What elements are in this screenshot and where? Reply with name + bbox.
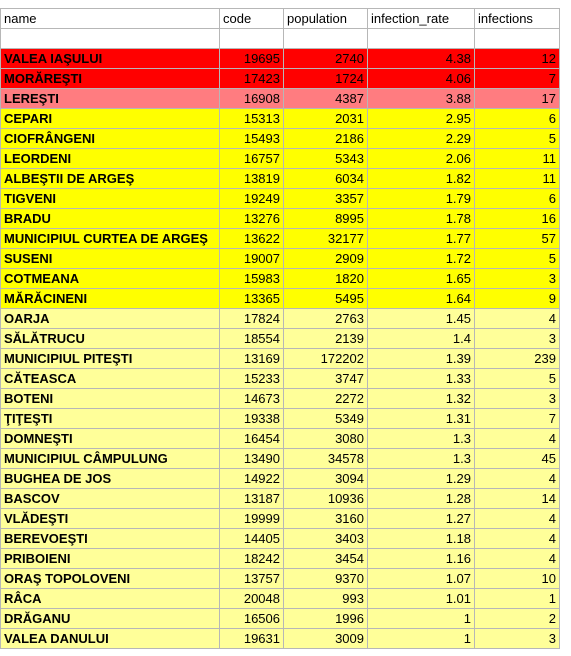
cell-code[interactable]: 16757 xyxy=(220,149,284,169)
cell-code[interactable]: 15493 xyxy=(220,129,284,149)
cell-code[interactable]: 19338 xyxy=(220,409,284,429)
empty-cell[interactable] xyxy=(1,29,220,49)
cell-infections[interactable]: 12 xyxy=(475,49,560,69)
cell-name[interactable]: VALEA DANULUI xyxy=(1,629,220,649)
cell-population[interactable]: 3747 xyxy=(284,369,368,389)
cell-infections[interactable]: 7 xyxy=(475,409,560,429)
cell-infection-rate[interactable]: 1.31 xyxy=(368,409,475,429)
cell-infections[interactable]: 45 xyxy=(475,449,560,469)
cell-infection-rate[interactable]: 1.32 xyxy=(368,389,475,409)
header-row xyxy=(1,9,560,29)
cell-infections[interactable]: 3 xyxy=(475,329,560,349)
cell-infections[interactable]: 4 xyxy=(475,529,560,549)
cell-infections[interactable]: 11 xyxy=(475,169,560,189)
cell-population[interactable]: 9370 xyxy=(284,569,368,589)
cell-name[interactable]: MĂRĂCINENI xyxy=(1,289,220,309)
cell-name[interactable]: LEORDENI xyxy=(1,149,220,169)
table-row xyxy=(1,629,560,649)
cell-name[interactable]: VLĂDEŞTI xyxy=(1,509,220,529)
cell-code[interactable]: 13757 xyxy=(220,569,284,589)
cell-infection-rate[interactable]: 2.95 xyxy=(368,109,475,129)
cell-code[interactable]: 19631 xyxy=(220,629,284,649)
cell-name[interactable]: COTMEANA xyxy=(1,269,220,289)
cell-infections[interactable]: 17 xyxy=(475,89,560,109)
header-name[interactable]: name xyxy=(1,9,220,29)
cell-population[interactable]: 2909 xyxy=(284,249,368,269)
cell-code[interactable]: 13490 xyxy=(220,449,284,469)
cell-name[interactable]: BEREVOEŞTI xyxy=(1,529,220,549)
cell-name[interactable]: ŢIŢEŞTI xyxy=(1,409,220,429)
cell-infection-rate[interactable]: 1.45 xyxy=(368,309,475,329)
cell-population[interactable]: 3454 xyxy=(284,549,368,569)
table-row xyxy=(1,49,560,69)
cell-infections[interactable]: 3 xyxy=(475,389,560,409)
table-row xyxy=(1,149,560,169)
table-row xyxy=(1,509,560,529)
cell-code[interactable]: 13365 xyxy=(220,289,284,309)
cell-population[interactable]: 5343 xyxy=(284,149,368,169)
cell-population[interactable]: 2763 xyxy=(284,309,368,329)
cell-code[interactable]: 13276 xyxy=(220,209,284,229)
cell-name[interactable]: TIGVENI xyxy=(1,189,220,209)
table-row xyxy=(1,309,560,329)
cell-infections[interactable]: 7 xyxy=(475,69,560,89)
cell-code[interactable]: 17423 xyxy=(220,69,284,89)
cell-code[interactable]: 19999 xyxy=(220,509,284,529)
cell-population[interactable]: 172202 xyxy=(284,349,368,369)
cell-infections[interactable]: 57 xyxy=(475,229,560,249)
cell-population[interactable]: 993 xyxy=(284,589,368,609)
table-row xyxy=(1,69,560,89)
cell-name[interactable]: BASCOV xyxy=(1,489,220,509)
empty-cell[interactable] xyxy=(368,29,475,49)
cell-infection-rate[interactable]: 3.88 xyxy=(368,89,475,109)
cell-infection-rate[interactable]: 1.28 xyxy=(368,489,475,509)
cell-population[interactable]: 2186 xyxy=(284,129,368,149)
cell-infections[interactable]: 5 xyxy=(475,369,560,389)
empty-cell[interactable] xyxy=(284,29,368,49)
cell-code[interactable]: 13169 xyxy=(220,349,284,369)
cell-name[interactable]: ORAŞ TOPOLOVENI xyxy=(1,569,220,589)
table-row xyxy=(1,349,560,369)
cell-code[interactable]: 13622 xyxy=(220,229,284,249)
cell-code[interactable]: 19007 xyxy=(220,249,284,269)
cell-population[interactable]: 1724 xyxy=(284,69,368,89)
cell-code[interactable]: 16908 xyxy=(220,89,284,109)
cell-code[interactable]: 14673 xyxy=(220,389,284,409)
header-code[interactable]: code xyxy=(220,9,284,29)
cell-name[interactable]: CĂTEASCA xyxy=(1,369,220,389)
cell-population[interactable]: 3357 xyxy=(284,189,368,209)
cell-infections[interactable]: 2 xyxy=(475,609,560,629)
table-row xyxy=(1,109,560,129)
cell-population[interactable]: 3403 xyxy=(284,529,368,549)
cell-name[interactable]: SĂLĂTRUCU xyxy=(1,329,220,349)
header-infections[interactable]: infections xyxy=(475,9,560,29)
cell-population[interactable]: 3080 xyxy=(284,429,368,449)
cell-infection-rate[interactable]: 1 xyxy=(368,609,475,629)
cell-infection-rate[interactable]: 1.3 xyxy=(368,429,475,449)
cell-infection-rate[interactable]: 2.06 xyxy=(368,149,475,169)
cell-infection-rate[interactable]: 1.01 xyxy=(368,589,475,609)
cell-name[interactable]: MUNICIPIUL PITEŞTI xyxy=(1,349,220,369)
table-row xyxy=(1,589,560,609)
cell-population[interactable]: 5495 xyxy=(284,289,368,309)
cell-code[interactable]: 15983 xyxy=(220,269,284,289)
cell-infection-rate[interactable]: 1.77 xyxy=(368,229,475,249)
header-population[interactable]: population xyxy=(284,9,368,29)
table-row xyxy=(1,409,560,429)
cell-infections[interactable]: 239 xyxy=(475,349,560,369)
cell-infection-rate[interactable]: 2.29 xyxy=(368,129,475,149)
cell-population[interactable]: 8995 xyxy=(284,209,368,229)
cell-population[interactable]: 32177 xyxy=(284,229,368,249)
header-infection-rate[interactable]: infection_rate xyxy=(368,9,475,29)
cell-infection-rate[interactable]: 1.29 xyxy=(368,469,475,489)
cell-infection-rate[interactable]: 1.82 xyxy=(368,169,475,189)
cell-infection-rate[interactable]: 1.78 xyxy=(368,209,475,229)
cell-infection-rate[interactable]: 1.33 xyxy=(368,369,475,389)
cell-infection-rate[interactable]: 4.06 xyxy=(368,69,475,89)
table-row xyxy=(1,609,560,629)
cell-code[interactable]: 13819 xyxy=(220,169,284,189)
table-row xyxy=(1,89,560,109)
table-row xyxy=(1,389,560,409)
cell-name[interactable]: MUNICIPIUL CURTEA DE ARGEŞ xyxy=(1,229,220,249)
cell-infections[interactable]: 11 xyxy=(475,149,560,169)
cell-infections[interactable]: 4 xyxy=(475,309,560,329)
cell-name[interactable]: PRIBOIENI xyxy=(1,549,220,569)
cell-population[interactable]: 3160 xyxy=(284,509,368,529)
cell-infections[interactable]: 9 xyxy=(475,289,560,309)
table-row xyxy=(1,329,560,349)
cell-population[interactable]: 34578 xyxy=(284,449,368,469)
cell-population[interactable]: 2031 xyxy=(284,109,368,129)
cell-infections[interactable]: 6 xyxy=(475,109,560,129)
cell-code[interactable]: 15233 xyxy=(220,369,284,389)
cell-population[interactable]: 1820 xyxy=(284,269,368,289)
cell-name[interactable]: DOMNEŞTI xyxy=(1,429,220,449)
cell-infections[interactable]: 1 xyxy=(475,589,560,609)
cell-code[interactable]: 15313 xyxy=(220,109,284,129)
cell-infection-rate[interactable]: 1.16 xyxy=(368,549,475,569)
table-row xyxy=(1,129,560,149)
cell-name[interactable]: CEPARI xyxy=(1,109,220,129)
empty-cell[interactable] xyxy=(220,29,284,49)
cell-infections[interactable]: 4 xyxy=(475,509,560,529)
cell-population[interactable]: 4387 xyxy=(284,89,368,109)
cell-infection-rate[interactable]: 1.64 xyxy=(368,289,475,309)
cell-name[interactable]: MORĂREŞTI xyxy=(1,69,220,89)
cell-population[interactable]: 1996 xyxy=(284,609,368,629)
cell-population[interactable]: 2272 xyxy=(284,389,368,409)
cell-infection-rate[interactable]: 1.07 xyxy=(368,569,475,589)
cell-name[interactable]: SUSENI xyxy=(1,249,220,269)
table-row xyxy=(1,249,560,269)
cell-name[interactable]: BRADU xyxy=(1,209,220,229)
cell-infections[interactable]: 3 xyxy=(475,269,560,289)
cell-infections[interactable]: 10 xyxy=(475,569,560,589)
cell-infections[interactable]: 4 xyxy=(475,429,560,449)
cell-code[interactable]: 20048 xyxy=(220,589,284,609)
table-row xyxy=(1,449,560,469)
cell-infections[interactable]: 16 xyxy=(475,209,560,229)
cell-population[interactable]: 2139 xyxy=(284,329,368,349)
cell-name[interactable]: BOTENI xyxy=(1,389,220,409)
table-row xyxy=(1,529,560,549)
table-row xyxy=(1,369,560,389)
cell-infection-rate[interactable]: 4.38 xyxy=(368,49,475,69)
spreadsheet-table xyxy=(0,8,560,649)
cell-code[interactable]: 19695 xyxy=(220,49,284,69)
cell-code[interactable]: 13187 xyxy=(220,489,284,509)
cell-infections[interactable]: 5 xyxy=(475,249,560,269)
cell-code[interactable]: 14922 xyxy=(220,469,284,489)
table-row xyxy=(1,189,560,209)
cell-population[interactable]: 6034 xyxy=(284,169,368,189)
cell-infections[interactable]: 4 xyxy=(475,469,560,489)
empty-cell[interactable] xyxy=(475,29,560,49)
table-row xyxy=(1,269,560,289)
cell-infection-rate[interactable]: 1.79 xyxy=(368,189,475,209)
cell-name[interactable]: BUGHEA DE JOS xyxy=(1,469,220,489)
cell-population[interactable]: 3009 xyxy=(284,629,368,649)
cell-name[interactable]: OARJA xyxy=(1,309,220,329)
cell-infection-rate[interactable]: 1.18 xyxy=(368,529,475,549)
cell-infections[interactable]: 3 xyxy=(475,629,560,649)
cell-code[interactable]: 14405 xyxy=(220,529,284,549)
cell-infection-rate[interactable]: 1.4 xyxy=(368,329,475,349)
cell-name[interactable]: VALEA IAŞULUI xyxy=(1,49,220,69)
cell-infections[interactable]: 14 xyxy=(475,489,560,509)
table-row xyxy=(1,209,560,229)
cell-name[interactable]: DRĂGANU xyxy=(1,609,220,629)
table-row xyxy=(1,229,560,249)
cell-infections[interactable]: 5 xyxy=(475,129,560,149)
table-row xyxy=(1,489,560,509)
cell-code[interactable]: 19249 xyxy=(220,189,284,209)
cell-code[interactable]: 16506 xyxy=(220,609,284,629)
cell-infection-rate[interactable]: 1.72 xyxy=(368,249,475,269)
cell-infections[interactable]: 4 xyxy=(475,549,560,569)
cell-population[interactable]: 2740 xyxy=(284,49,368,69)
cell-code[interactable]: 18242 xyxy=(220,549,284,569)
table-row xyxy=(1,429,560,449)
cell-infections[interactable]: 6 xyxy=(475,189,560,209)
cell-code[interactable]: 17824 xyxy=(220,309,284,329)
cell-name[interactable]: ALBEŞTII DE ARGEŞ xyxy=(1,169,220,189)
cell-name[interactable]: CIOFRÂNGENI xyxy=(1,129,220,149)
cell-infection-rate[interactable]: 1.65 xyxy=(368,269,475,289)
table-row xyxy=(1,289,560,309)
table-row xyxy=(1,569,560,589)
cell-population[interactable]: 5349 xyxy=(284,409,368,429)
cell-code[interactable]: 18554 xyxy=(220,329,284,349)
cell-name[interactable]: LEREŞTI xyxy=(1,89,220,109)
table-row xyxy=(1,469,560,489)
cell-infection-rate[interactable]: 1 xyxy=(368,629,475,649)
cell-population[interactable]: 10936 xyxy=(284,489,368,509)
cell-infection-rate[interactable]: 1.39 xyxy=(368,349,475,369)
cell-population[interactable]: 3094 xyxy=(284,469,368,489)
table-row xyxy=(1,549,560,569)
cell-infection-rate[interactable]: 1.27 xyxy=(368,509,475,529)
cell-code[interactable]: 16454 xyxy=(220,429,284,449)
cell-name[interactable]: MUNICIPIUL CÂMPULUNG xyxy=(1,449,220,469)
cell-name[interactable]: RÂCA xyxy=(1,589,220,609)
empty-row xyxy=(1,29,560,49)
cell-infection-rate[interactable]: 1.3 xyxy=(368,449,475,469)
table-row xyxy=(1,169,560,189)
